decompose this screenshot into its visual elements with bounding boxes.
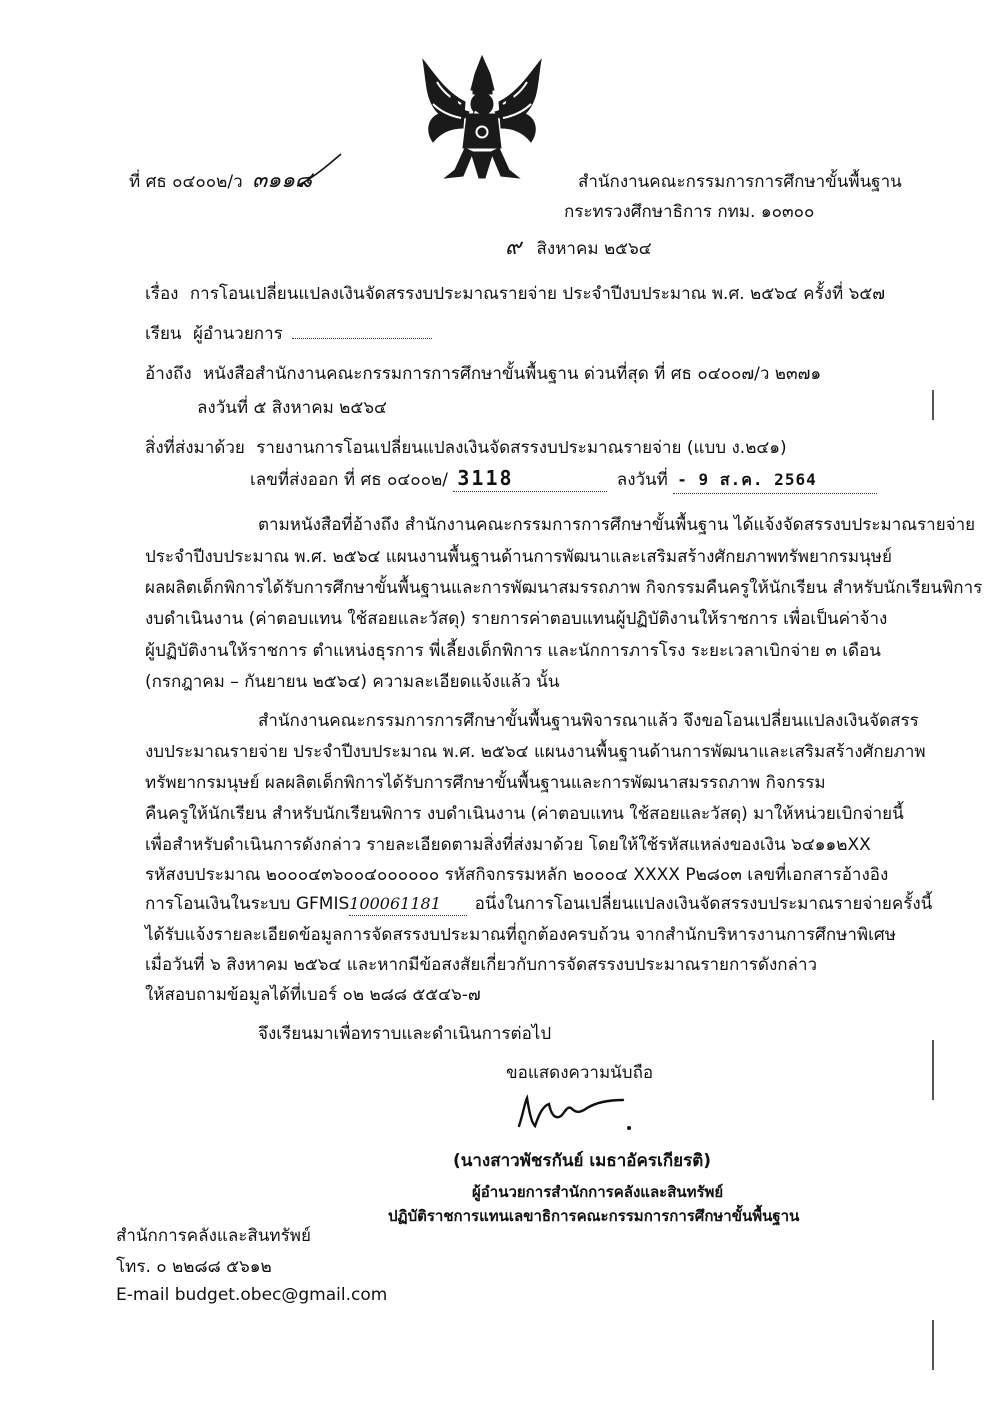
enclosure-issue-number: 3118: [453, 467, 607, 492]
garuda-emblem-icon: [415, 52, 550, 187]
document-date-month-year: สิงหาคม ๒๕๖๔: [536, 239, 652, 259]
document-ref-number: ๓๑๑๘: [252, 168, 313, 193]
subject-row: [145, 283, 885, 305]
enclosure-row: [145, 437, 787, 459]
signatory-position: ผู้อำนวยการสำนักการคลังและสินทรัพย์: [472, 1183, 724, 1201]
closing-line: จึงเรียนมาเพื่อทราบและดำเนินการต่อไป: [258, 1024, 552, 1044]
document-ref-label: ที่ ศธ ๐๔๐๐๒/ว: [129, 172, 243, 192]
scan-edge-mark: [932, 1040, 934, 1100]
paragraph-2-line: งบประมาณรายจ่าย ประจำปีงบประมาณ พ.ศ. ๒๕๖๔ แผนงานพื้นฐานด้านการพัฒนาและเสริมสร้างศักยภาพ: [145, 742, 926, 762]
enclosure-label: สิ่งที่ส่งมาด้วย: [145, 438, 245, 458]
footer-phone: โทร. ๐ ๒๒๘๘ ๕๖๑๒: [116, 1257, 272, 1277]
subject-text: การโอนเปลี่ยนแปลงเงินจัดสรรงบประมาณรายจ่าย ประจำปีงบประมาณ พ.ศ. ๒๕๖๔ ครั้งที่ ๖๕๗: [189, 284, 886, 304]
paragraph-1-line: ตามหนังสือที่อ้างถึง สำนักงานคณะกรรมการการศึกษาขั้นพื้นฐาน ได้แจ้งจัดสรรงบประมาณรายจ่าย: [258, 515, 976, 535]
reference-date: ลงวันที่ ๕ สิงหาคม ๒๕๖๔: [197, 398, 387, 418]
issuing-office-address: กระทรวงศึกษาธิการ กทม. ๑๐๓๐๐: [564, 202, 815, 222]
enclosure-date-label: ลงวันที่: [616, 470, 668, 490]
gfmis-prefix: การโอนเงินในระบบ GFMIS: [145, 894, 350, 914]
enclosure-text: รายงานการโอนเปลี่ยนแปลงเงินจัดสรรงบประมาณรายจ่าย (แบบ ง.๒๔๑): [256, 438, 787, 458]
signatory-acting-position: ปฏิบัติราชการแทนเลขาธิการคณะกรรมการการศึกษาขั้นพื้นฐาน: [388, 1207, 800, 1225]
signatory-name: (นางสาวพัชรกันย์ เมธาอัครเกียรติ): [453, 1151, 712, 1171]
paragraph-2-gfmis-line: [145, 893, 940, 916]
paragraph-2-line: เพื่อสำหรับดำเนินการดังกล่าว รายละเอียดตามสิ่งที่ส่งมาด้วย โดยให้ใช้รหัสแหล่งของเงิน ๖๔๑๑๒XX: [145, 835, 871, 855]
document-date: [505, 237, 652, 260]
salutation-label: เรียน: [145, 324, 182, 344]
regards-line: ขอแสดงความนับถือ: [506, 1063, 654, 1083]
paragraph-2-line: รหัสงบประมาณ ๒๐๐๐๔๓๖๐๐๔๐๐๐๐๐๐ รหัสกิจกรรมหลัก ๒๐๐๐๔ XXXX P๒๘๐๓ เลขที่เอกสารอ้างอิง: [145, 865, 889, 885]
gfmis-suffix: อนึ่งในการโอนเปลี่ยนแปลงเงินจัดสรรงบประมาณรายจ่ายครั้งนี้: [474, 894, 933, 914]
paragraph-2-line: ได้รับแจ้งรายละเอียดข้อมูลการจัดสรรงบประมาณที่ถูกต้องครบถ้วน จากสำนักบริหารงานการศึกษาพิเศษ: [145, 925, 896, 945]
paragraph-2-line: คืนครูให้นักเรียน สำหรับนักเรียนพิการ งบดำเนินงาน (ค่าตอบแทน ใช้สอยและวัสดุ) มาให้หน่วยเบิกจ่ายนี้: [145, 804, 904, 824]
enclosure-issue-row: [250, 467, 877, 494]
salutation-row: [145, 322, 432, 345]
paragraph-1-line: ผู้ปฏิบัติงานให้ราชการ ตำแหน่งธุรการ พี่เลี้ยงเด็กพิการ และนักการภารโรง ระยะเวลาเบิกจ่าย ๓ เดือน: [145, 641, 881, 661]
issuing-office: สำนักงานคณะกรรมการการศึกษาขั้นพื้นฐาน: [578, 172, 902, 192]
enclosure-date-value: - 9 ส.ค. 2564: [673, 469, 877, 494]
reference-label: อ้างถึง: [145, 364, 192, 384]
paragraph-2-line: ให้สอบถามข้อมูลได้ที่เบอร์ ๐๒ ๒๘๘ ๕๕๔๖-๗: [145, 985, 481, 1005]
scan-edge-mark: [932, 1320, 934, 1370]
recipient-blank: [292, 322, 432, 339]
paragraph-2-line: ทรัพยากรมนุษย์ ผลผลิตเด็กพิการได้รับการศึกษาขั้นพื้นฐานและการพัฒนาสมรรถภาพ กิจกรรม: [145, 773, 826, 793]
paragraph-1-line: ประจำปีงบประมาณ พ.ศ. ๒๕๖๔ แผนงานพื้นฐานด้านการพัฒนาและเสริมสร้างศักยภาพทรัพยากรมนุษย์: [145, 547, 892, 567]
enclosure-issue-label: เลขที่ส่งออก ที่ ศธ ๐๔๐๐๒/: [250, 470, 448, 490]
paragraph-1-line: (กรกฎาคม – กันยายน ๒๕๖๔) ความละเอียดแจ้งแล้ว นั้น: [145, 672, 560, 692]
paragraph-1-line: งบดำเนินงาน (ค่าตอบแทน ใช้สอยและวัสดุ) รายการค่าตอบแทนผู้ปฏิบัติงานให้ราชการ เพื่อเป็นค่าจ้าง: [145, 609, 888, 629]
document-date-day: ๙: [505, 235, 522, 260]
paragraph-2-line: เมื่อวันที่ ๖ สิงหาคม ๒๕๖๔ และหากมีข้อสงสัยเกี่ยวกับการจัดสรรงบประมาณรายการดังกล่าว: [145, 955, 818, 975]
gfmis-reference-number: 100061181: [349, 893, 467, 916]
salutation-recipient: ผู้อำนวยการ: [192, 324, 283, 344]
paragraph-2-line: สำนักงานคณะกรรมการการศึกษาขั้นพื้นฐานพิจารณาแล้ว จึงขอโอนเปลี่ยนแปลงเงินจัดสรร: [258, 711, 919, 731]
reference-text: หนังสือสำนักงานคณะกรรมการการศึกษาขั้นพื้นฐาน ด่วนที่สุด ที่ ศธ ๐๔๐๐๗/ว ๒๓๗๑: [203, 364, 822, 384]
subject-label: เรื่อง: [145, 284, 179, 304]
footer-email: E-mail budget.obec@gmail.com: [116, 1285, 388, 1305]
handwritten-signature-icon: [505, 1090, 635, 1140]
reference-row: [145, 363, 821, 385]
document-ref: [129, 170, 312, 193]
scan-edge-mark: [932, 390, 934, 420]
ref-flourish-icon: [295, 150, 345, 190]
paragraph-1-line: ผลผลิตเด็กพิการได้รับการศึกษาขั้นพื้นฐานและการพัฒนาสมรรถภาพ กิจกรรมคืนครูให้นักเรียน สำหรับนักเรียนพิการ: [145, 578, 983, 598]
footer-department: สำนักการคลังและสินทรัพย์: [116, 1226, 311, 1246]
